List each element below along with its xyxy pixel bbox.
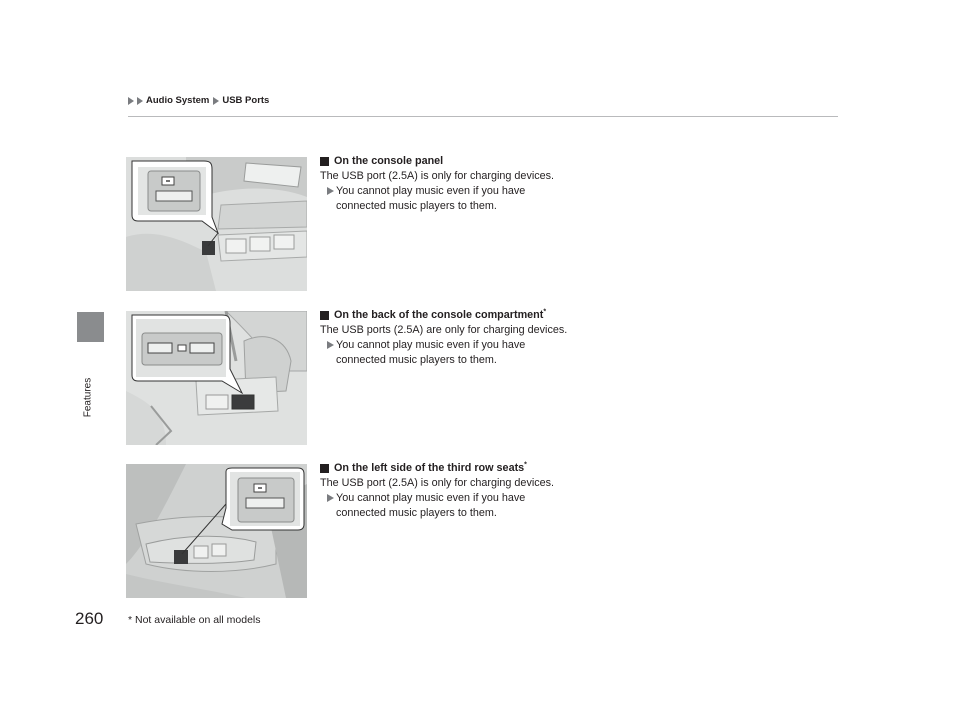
heading-text: On the console panel <box>334 155 444 167</box>
section-body: The USB ports (2.5A) are only for charging devices. <box>320 324 568 336</box>
section-heading <box>320 154 570 169</box>
note-text: You cannot play music even if you have connected music players to them. <box>336 339 526 366</box>
breadcrumb-item-usb-ports: USB Ports <box>222 95 270 106</box>
arrow-bullet-icon <box>327 341 334 349</box>
page-number: 260 <box>75 609 104 628</box>
note-text: You cannot play music even if you have connected music players to them. <box>336 492 526 519</box>
arrow-bullet-icon <box>327 494 334 502</box>
asterisk-mark: * <box>524 461 527 469</box>
heading-text: On the back of the console compartment <box>334 309 544 321</box>
section-body: The USB port (2.5A) is only for charging devices. <box>320 170 555 182</box>
breadcrumb-arrow-icon <box>128 97 134 105</box>
section-heading <box>320 461 570 476</box>
section-heading <box>320 308 570 323</box>
section-label: Features <box>82 377 94 418</box>
square-bullet-icon <box>320 311 329 320</box>
section-note <box>320 338 570 368</box>
third-row-usb-illustration <box>126 464 307 598</box>
footnote: * Not available on all models <box>128 614 261 626</box>
breadcrumb-arrow-icon <box>213 97 219 105</box>
section-console-panel <box>320 154 570 214</box>
console-compartment-usb-illustration <box>126 311 307 445</box>
square-bullet-icon <box>320 464 329 473</box>
section-note <box>320 491 570 521</box>
asterisk-mark: * <box>543 308 547 316</box>
square-bullet-icon <box>320 157 329 166</box>
section-third-row <box>320 461 570 521</box>
section-tab <box>77 312 104 342</box>
heading-text: On the left side of the third row seats <box>334 462 525 474</box>
console-panel-usb-illustration <box>126 157 307 291</box>
section-body: The USB port (2.5A) is only for charging devices. <box>320 477 555 489</box>
breadcrumb-item-audio-system[interactable]: Audio System <box>146 95 210 106</box>
arrow-bullet-icon <box>327 187 334 195</box>
breadcrumb-arrow-icon <box>137 97 143 105</box>
note-text: You cannot play music even if you have connected music players to them. <box>336 185 526 212</box>
header-divider <box>128 116 838 117</box>
breadcrumb <box>128 95 269 106</box>
section-console-compartment <box>320 308 570 368</box>
section-note <box>320 184 570 214</box>
